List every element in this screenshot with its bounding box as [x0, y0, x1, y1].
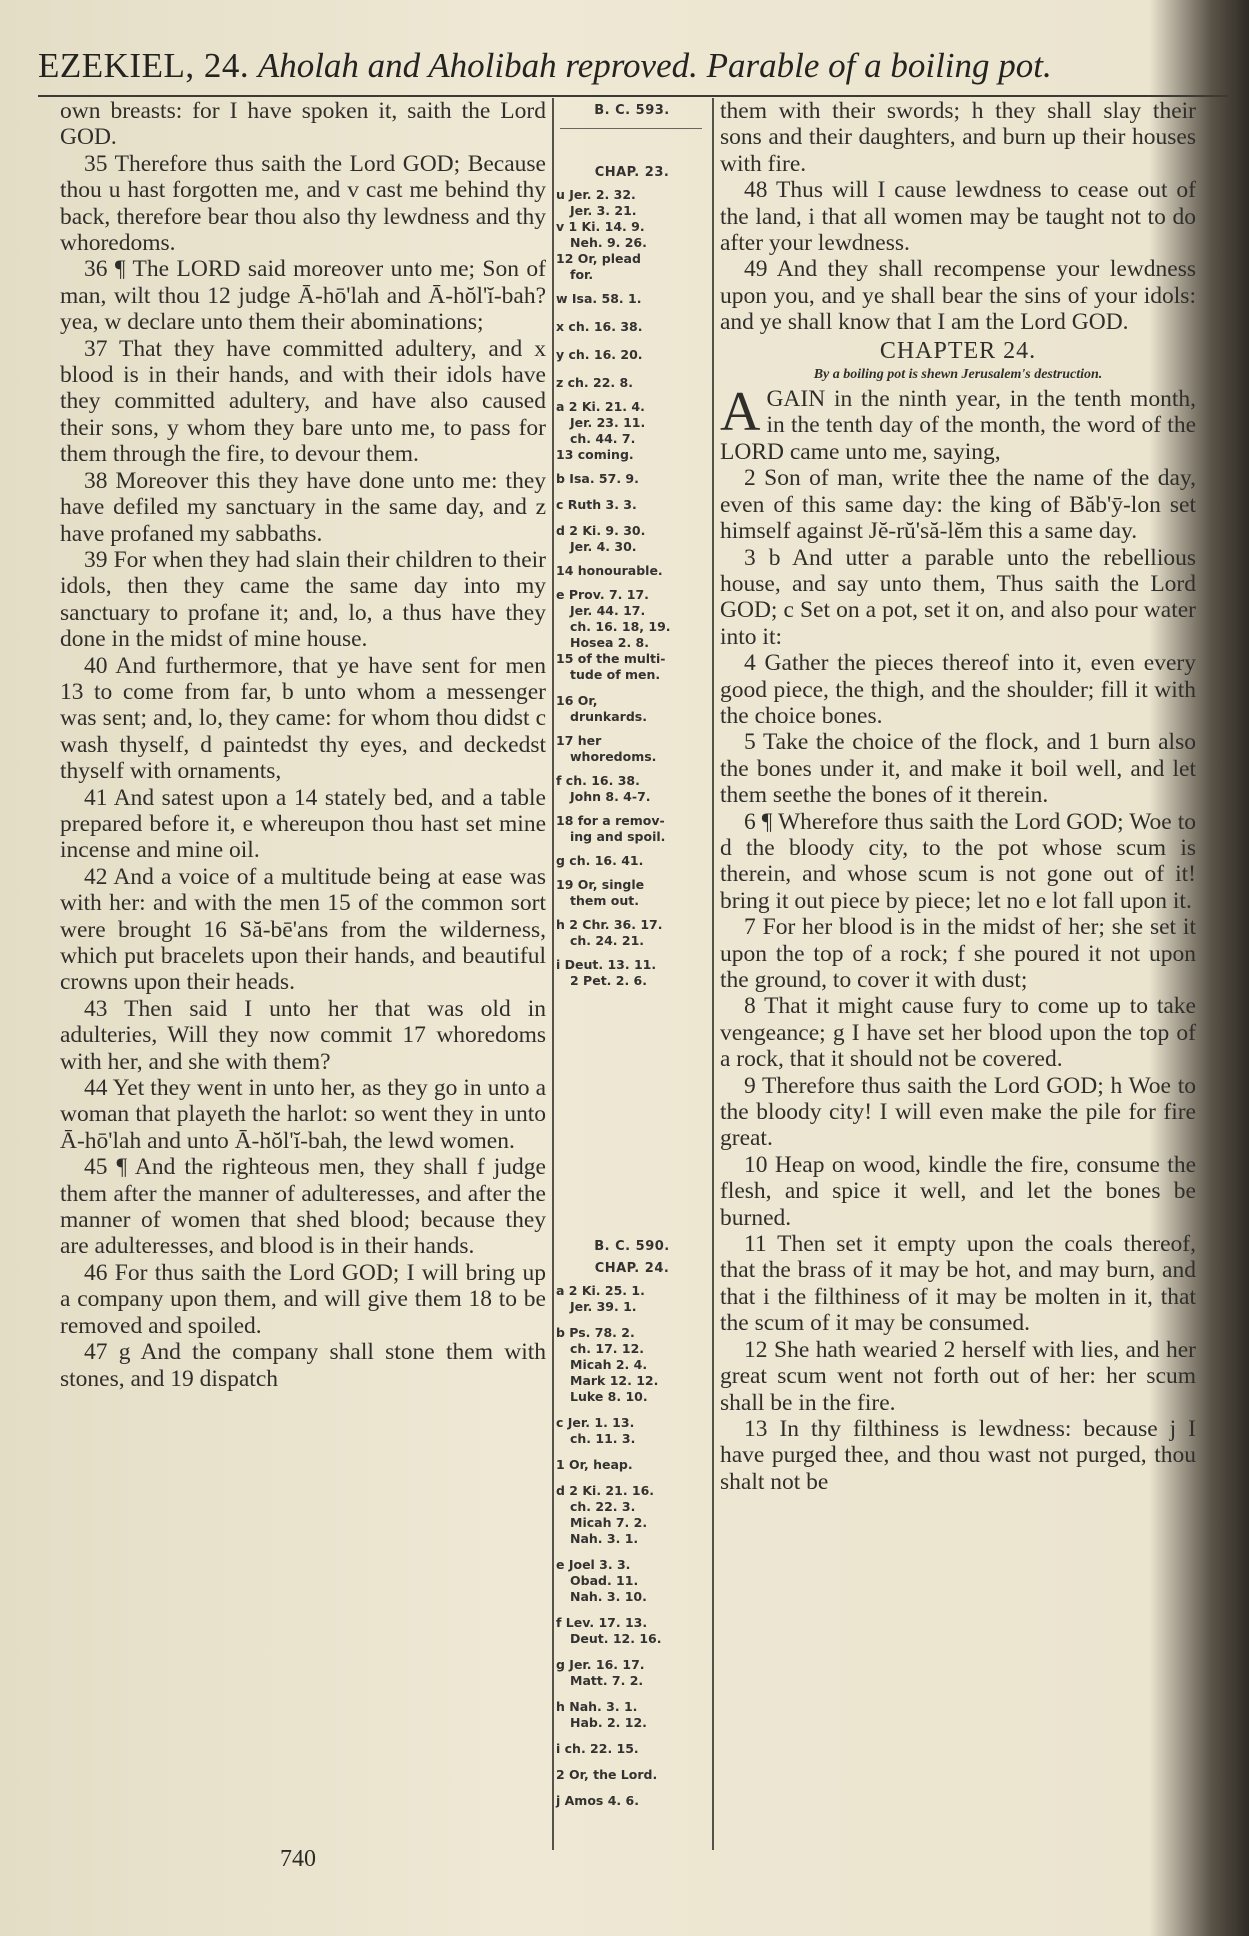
ref-item: 13 coming.	[556, 447, 634, 462]
ref-item: Nah. 3. 10.	[570, 1589, 647, 1604]
ref-item: b Ps. 78. 2.	[556, 1325, 635, 1340]
ref-item: Matt. 7. 2.	[570, 1673, 644, 1688]
ref-item: 1 Or, heap.	[556, 1457, 633, 1472]
verse-47: 47 g And the company shall stone them with stones, and 19 dispatch	[60, 1339, 546, 1392]
verse-1-text: GAIN in the ninth year, in the tenth month, in the tenth day of the month, the word of the LORD came unto me, saying,	[720, 386, 1196, 465]
ref-item: Hab. 2. 12.	[570, 1715, 647, 1730]
ref-item: z ch. 22. 8.	[556, 375, 633, 390]
drop-cap: A	[720, 381, 761, 444]
date-label: B. C. 593.	[594, 103, 670, 118]
ref-item: 19 Or, single	[556, 877, 645, 892]
ref-item: 12 Or, plead	[556, 251, 641, 266]
verse-39: 39 For when they had slain their children to their idols, then they came the same day into my sanctuary to profane it; and, lo, a thus have they done in the midst of mine house.	[60, 546, 546, 653]
ref-item: 17 her	[556, 733, 602, 748]
left-topic: Aholah and Aholibah reproved.	[257, 46, 698, 85]
verse-10: 10 Heap on wood, kindle the fire, consume the flesh, and spice it well, and let the bones be burned.	[720, 1151, 1196, 1231]
ref-item: y ch. 16. 20.	[556, 347, 643, 362]
ref-item: whoredoms.	[570, 749, 657, 764]
verse-5: 5 Take the choice of the flock, and 1 burn also the bones under it, and make it boil well, and let them seethe the bones of it therein.	[720, 729, 1196, 809]
verse-40: 40 And furthermore, that ye have sent for men 13 to come from far, b unto whom a messenger was sent; and, lo, they came: for whom thou didst c wash thyself, d paintedst thy eyes, and deckedst thyself with ornaments,	[60, 652, 546, 785]
ref-item: a 2 Ki. 25. 1.	[556, 1283, 645, 1298]
ref-item: h Nah. 3. 1.	[556, 1699, 638, 1714]
verse-46: 46 For thus saith the Lord GOD; I will bring up a company upon them, and will give them 18 to be removed and spoiled.	[60, 1259, 546, 1339]
ref-item: Luke 8. 10.	[570, 1389, 648, 1404]
ref-item: Jer. 4. 30.	[570, 539, 637, 554]
running-header	[38, 38, 1218, 94]
verse-continuation: own breasts: for I have spoken it, saith the Lord GOD.	[60, 98, 546, 151]
ref-item: w Isa. 58. 1.	[556, 291, 642, 306]
right-topic: Parable of a boiling pot.	[706, 46, 1052, 85]
ref-item: John 8. 4-7.	[570, 789, 651, 804]
column-divider-left	[552, 98, 554, 1850]
verse-1	[720, 381, 1196, 465]
right-text-column	[720, 98, 1196, 1495]
verse-11: 11 Then set it empty upon the coals thereof, that the brass of it may be hot, and may burn, and that i the filthiness of it may be molten in it, that the scum of it may be consumed.	[720, 1231, 1196, 1337]
ref-item: Deut. 12. 16.	[570, 1631, 662, 1646]
verse-47-continuation: them with their swords; h they shall slay their sons and their daughters, and burn up their houses with fire.	[720, 98, 1196, 177]
verse-7: 7 For her blood is in the midst of her; she set it upon the top of a rock; f she poured it not upon the ground, to cover it with dust;	[720, 914, 1196, 993]
ref-item: 18 for a remov-	[556, 813, 665, 828]
ref-item: 2 Or, the Lord.	[556, 1767, 658, 1782]
ref-item: Hosea 2. 8.	[570, 635, 649, 650]
verse-35: 35 Therefore thus saith the Lord GOD; Because thou u hast forgotten me, and v cast me behind thy back, therefore bear thou also thy lewdness and thy whoredoms.	[60, 150, 546, 257]
chapter-label: CHAP. 24.	[594, 1261, 670, 1276]
ref-item: drunkards.	[570, 709, 647, 724]
ref-item: for.	[570, 267, 594, 282]
ref-item: ing and spoil.	[570, 829, 666, 844]
ref-item: ch. 11. 3.	[570, 1431, 636, 1446]
verse-13: 13 In thy filthiness is lewdness: because j I have purged thee, and thou wast not purged, thou shalt not be	[720, 1415, 1196, 1495]
ref-item: g ch. 16. 41.	[556, 853, 644, 868]
verse-42: 42 And a voice of a multitude being at ease was with her: and with the men 15 of the common sort were brought 16 Să-bē'ans from the wilderness, which put bracelets upon their hands, and beautiful crowns upon their heads.	[60, 863, 546, 996]
ref-item: them out.	[570, 893, 639, 908]
ref-item: tude of men.	[570, 667, 661, 682]
ref-item: j Amos 4. 6.	[556, 1793, 639, 1808]
ref-item: a 2 Ki. 21. 4.	[556, 399, 645, 414]
verse-44: 44 Yet they went in unto her, as they go in unto a woman that playeth the harlot: so went they in unto Ā-hō'lah and unto Ā-hŏl'ĭ-bah, the lewd women.	[60, 1075, 546, 1154]
ref-item: v 1 Ki. 14. 9.	[556, 219, 645, 234]
verse-8: 8 That it might cause fury to come up to take vengeance; g I have set her blood upon the top of a rock, that it should not be covered.	[720, 993, 1196, 1073]
verse-4: 4 Gather the pieces thereof into it, even every good piece, the thigh, and the shoulder; fill it with the choice bones.	[720, 650, 1196, 729]
ref-item: 2 Pet. 2. 6.	[570, 973, 648, 988]
chapter-summary: By a boiling pot is shewn Jerusalem's destruction.	[813, 367, 1103, 383]
verse-48: 48 Thus will I cause lewdness to cease out of the land, i that all women may be taught not to do after your lewdness.	[720, 177, 1196, 257]
ref-item: Jer. 3. 21.	[570, 203, 637, 218]
ref-item: 15 of the multi-	[556, 651, 666, 666]
ref-item: b Isa. 57. 9.	[556, 471, 639, 486]
column-divider-right	[712, 98, 714, 1850]
ref-item: e Joel 3. 3.	[556, 1557, 631, 1572]
date-label: B. C. 590.	[594, 1239, 670, 1254]
ref-item: ch. 22. 3.	[570, 1499, 636, 1514]
page-number: 740	[280, 1846, 316, 1872]
book-chapter-label: EZEKIEL, 24.	[38, 46, 250, 85]
verse-45: 45 ¶ And the righteous men, they shall f judge them after the manner of adulteresses, and after the manner of women that shed blood; because they are adulteresses, and blood is in their hands.	[60, 1154, 546, 1260]
ref-item: 16 Or,	[556, 693, 598, 708]
verse-12: 12 She hath wearied 2 herself with lies, and her great scum went not forth out of her: her scum shall be in the fire.	[720, 1336, 1196, 1416]
ref-item: ch. 17. 12.	[570, 1341, 645, 1356]
ref-item: Micah 2. 4.	[570, 1357, 648, 1372]
verse-3: 3 b And utter a parable unto the rebellious house, and say unto them, Thus saith the Lord GOD; c Set on a pot, set it on, and also pour water into it:	[720, 544, 1196, 650]
ref-item: f Lev. 17. 13.	[556, 1615, 648, 1630]
header-rule	[38, 95, 1228, 97]
chapter-label: CHAP. 23.	[594, 165, 670, 180]
ref-item: e Prov. 7. 17.	[556, 587, 649, 602]
verse-49: 49 And they shall recompense your lewdness upon you, and ye shall bear the sins of your idols: and ye shall know that I am the Lord GOD.	[720, 256, 1196, 336]
ref-item: i Deut. 13. 11.	[556, 957, 657, 972]
ref-item: Neh. 9. 26.	[570, 235, 647, 250]
ref-item: h 2 Chr. 36. 17.	[556, 917, 663, 932]
ref-item: Jer. 23. 11.	[570, 415, 646, 430]
ref-item: Micah 7. 2.	[570, 1515, 648, 1530]
ref-item: c Ruth 3. 3.	[556, 497, 637, 512]
ref-item: Nah. 3. 1.	[570, 1531, 639, 1546]
ref-item: ch. 16. 18, 19.	[570, 619, 671, 634]
ref-item: f ch. 16. 38.	[556, 773, 640, 788]
cross-references-top	[556, 100, 708, 990]
verse-41: 41 And satest upon a 14 stately bed, and a table prepared before it, e whereupon thou hast set mine incense and mine oil.	[60, 784, 546, 864]
ref-item: x ch. 16. 38.	[556, 319, 643, 334]
ref-item: c Jer. 1. 13.	[556, 1415, 635, 1430]
ref-item: g Jer. 16. 17.	[556, 1657, 645, 1672]
verse-9: 9 Therefore thus saith the Lord GOD; h Woe to the bloody city! I will even make the pile for fire great.	[720, 1072, 1196, 1152]
chapter-heading: CHAPTER 24.	[879, 337, 1037, 364]
ref-item: Mark 12. 12.	[570, 1373, 659, 1388]
verse-43: 43 Then said I unto her that was old in adulteries, Will they now commit 17 whoredoms with her, and she with them?	[60, 995, 546, 1075]
ref-item: i ch. 22. 15.	[556, 1741, 639, 1756]
verse-38: 38 Moreover this they have done unto me: they have defiled my sanctuary in the same day, and z have profaned my sabbaths.	[60, 467, 546, 547]
verse-36: 36 ¶ The LORD said moreover unto me; Son of man, wilt thou 12 judge Ā-hō'lah and Ā-hŏl'ĭ-bah? yea, w declare unto them their abominations;	[60, 256, 546, 336]
left-text-column	[60, 98, 546, 1392]
ref-item: Obad. 11.	[570, 1573, 639, 1588]
ref-item: 14 honourable.	[556, 563, 663, 578]
ref-item: Jer. 39. 1.	[570, 1299, 637, 1314]
ref-item: u Jer. 2. 32.	[556, 187, 636, 202]
ref-item: ch. 24. 21.	[570, 933, 645, 948]
verse-2: 2 Son of man, write thee the name of the day, even of this same day: the king of Băb'ȳ-lon set himself against Jĕ-rŭ'să-lĕm this a same day.	[720, 465, 1196, 545]
ref-item: d 2 Ki. 9. 30.	[556, 523, 646, 538]
ref-item: Jer. 44. 17.	[570, 603, 646, 618]
ref-item: ch. 44. 7.	[570, 431, 636, 446]
cross-references-bottom	[556, 1236, 708, 1810]
verse-6: 6 ¶ Wherefore thus saith the Lord GOD; Woe to d the bloody city, to the pot whose scum is therein, and whose scum is not gone out of it! bring it out piece by piece; let no e lot fall upon it.	[720, 808, 1196, 914]
reference-rule	[560, 128, 702, 129]
verse-37: 37 That they have committed adultery, and x blood is in their hands, and with their idols have they committed adultery, and have also caused their sons, y whom they bare unto me, to pass for them through the fire, to devour them.	[60, 335, 546, 468]
ref-item: d 2 Ki. 21. 16.	[556, 1483, 655, 1498]
